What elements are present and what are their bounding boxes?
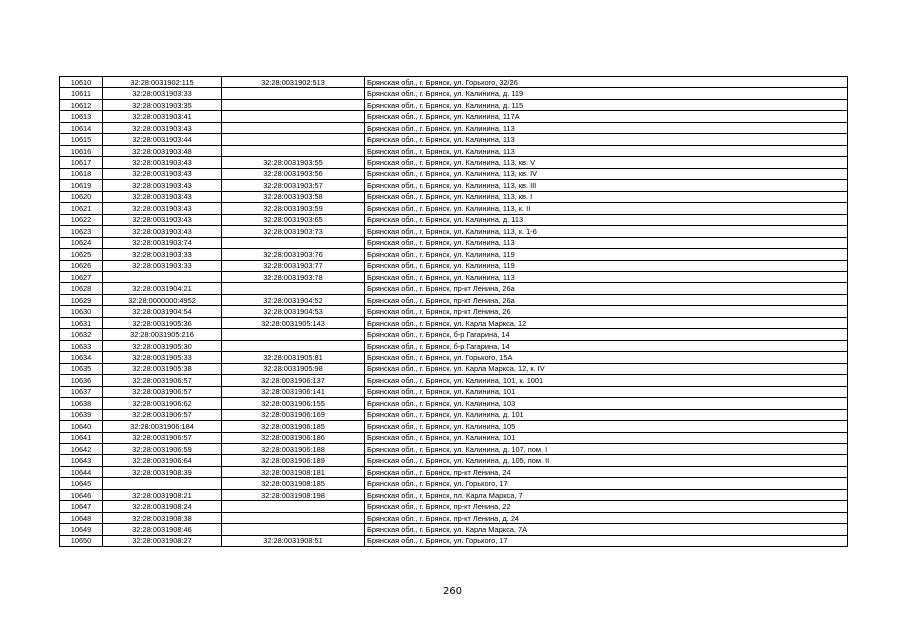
table-row [60,352,848,363]
address-cell: Брянская обл., г. Брянск, ул. Калинина, 103 [365,398,848,409]
object-cadastral-cell: 32:28:0031905:98 [222,363,365,374]
object-cadastral-cell: 32:28:0031908:51 [222,535,365,546]
table-row [60,249,848,260]
address-cell: Брянская обл., г. Брянск, ул. Калинина, д. 107, пом. I [365,444,848,455]
object-cadastral-cell: 32:28:0031904:53 [222,306,365,317]
table-row [60,226,848,237]
table-row [60,386,848,397]
address-cell: Брянская обл., г. Брянск, ул. Горького, 17 [365,478,848,489]
object-cadastral-cell: 32:28:0031903:73 [222,226,365,237]
row-number-cell: 10625 [60,249,103,260]
parcel-cadastral-cell: 32:28:0031903:43 [103,214,222,225]
table-row [60,375,848,386]
object-cadastral-cell: 32:28:0031906:141 [222,386,365,397]
address-cell: Брянская обл., г. Брянск, пр-кт Ленина, 26 [365,306,848,317]
parcel-cadastral-cell: 32:28:0031903:43 [103,157,222,168]
table-row [60,501,848,512]
row-number-cell: 10623 [60,226,103,237]
address-cell: Брянская обл., г. Брянск, ул. Калинина, 105 [365,421,848,432]
row-number-cell: 10634 [60,352,103,363]
object-cadastral-cell [222,122,365,133]
row-number-cell: 10638 [60,398,103,409]
object-cadastral-cell: 32:28:0031903:78 [222,271,365,282]
object-cadastral-cell [222,99,365,110]
parcel-cadastral-cell [103,271,222,282]
row-number-cell: 10646 [60,489,103,500]
object-cadastral-cell: 32:28:0031908:181 [222,466,365,477]
parcel-cadastral-cell: 32:28:0031906:57 [103,432,222,443]
table-row [60,214,848,225]
address-cell: Брянская обл., г. Брянск, ул. Калинина, 101, к. 1001 [365,375,848,386]
row-number-cell: 10615 [60,134,103,145]
table-row [60,134,848,145]
address-cell: Брянская обл., г. Брянск, ул. Калинина, д. 119 [365,88,848,99]
address-cell: Брянская обл., г. Брянск, ул. Калинина, 101 [365,386,848,397]
table-row [60,260,848,271]
object-cadastral-cell: 32:28:0031905:143 [222,317,365,328]
row-number-cell: 10642 [60,444,103,455]
parcel-cadastral-cell: 32:28:0031904:54 [103,306,222,317]
table-row [60,524,848,535]
parcel-cadastral-cell: 32:28:0031903:48 [103,145,222,156]
table-row [60,180,848,191]
address-cell: Брянская обл., г. Брянск, б-р Гагарина, 14 [365,329,848,340]
object-cadastral-cell: 32:28:0031903:56 [222,168,365,179]
object-cadastral-cell [222,134,365,145]
parcel-cadastral-cell: 32:28:0031902:115 [103,77,222,88]
parcel-cadastral-cell: 32:28:0031903:35 [103,99,222,110]
table-row [60,363,848,374]
table-row [60,237,848,248]
address-cell: Брянская обл., г. Брянск, ул. Карла Маркса, 12, к. IV [365,363,848,374]
table-row [60,489,848,500]
row-number-cell: 10649 [60,524,103,535]
object-cadastral-cell: 32:28:0031905:81 [222,352,365,363]
row-number-cell: 10616 [60,145,103,156]
parcel-cadastral-cell: 32:28:0031905:33 [103,352,222,363]
table-row [60,444,848,455]
parcel-cadastral-cell: 32:28:0031908:27 [103,535,222,546]
parcel-cadastral-cell [103,478,222,489]
row-number-cell: 10613 [60,111,103,122]
address-cell: Брянская обл., г. Брянск, пр-кт Ленина, д. 24 [365,512,848,523]
row-number-cell: 10620 [60,191,103,202]
object-cadastral-cell: 32:28:0031908:198 [222,489,365,500]
table-row [60,535,848,546]
object-cadastral-cell [222,283,365,294]
parcel-cadastral-cell: 32:28:0031903:43 [103,203,222,214]
parcel-cadastral-cell: 32:28:0031906:64 [103,455,222,466]
row-number-cell: 10650 [60,535,103,546]
object-cadastral-cell: 32:28:0031906:189 [222,455,365,466]
row-number-cell: 10637 [60,386,103,397]
row-number-cell: 10647 [60,501,103,512]
object-cadastral-cell: 32:28:0031902:513 [222,77,365,88]
row-number-cell: 10622 [60,214,103,225]
address-cell: Брянская обл., г. Брянск, пр-кт Ленина, 24 [365,466,848,477]
address-cell: Брянская обл., г. Брянск, пр-кт Ленина, 26а [365,283,848,294]
address-cell: Брянская обл., г. Брянск, ул. Карла Маркса, 12 [365,317,848,328]
parcel-cadastral-cell: 32:28:0031903:44 [103,134,222,145]
address-cell: Брянская обл., г. Брянск, ул. Калинина, 113 [365,122,848,133]
row-number-cell: 10641 [60,432,103,443]
object-cadastral-cell: 32:28:0031903:59 [222,203,365,214]
parcel-cadastral-cell: 32:28:0031903:33 [103,260,222,271]
parcel-cadastral-cell: 32:28:0031906:62 [103,398,222,409]
registry-table-body [60,77,848,547]
parcel-cadastral-cell: 32:28:0031905:216 [103,329,222,340]
address-cell: Брянская обл., г. Брянск, ул. Горького, 17 [365,535,848,546]
table-row [60,340,848,351]
address-cell: Брянская обл., г. Брянск, ул. Калинина, 113, кв. I [365,191,848,202]
object-cadastral-cell: 32:28:0031906:169 [222,409,365,420]
row-number-cell: 10639 [60,409,103,420]
parcel-cadastral-cell: 32:28:0031903:33 [103,249,222,260]
table-row [60,203,848,214]
table-row [60,432,848,443]
parcel-cadastral-cell: 32:28:0031908:21 [103,489,222,500]
object-cadastral-cell: 32:28:0031906:185 [222,421,365,432]
table-row [60,455,848,466]
row-number-cell: 10633 [60,340,103,351]
table-row [60,111,848,122]
row-number-cell: 10643 [60,455,103,466]
row-number-cell: 10628 [60,283,103,294]
table-row [60,317,848,328]
object-cadastral-cell [222,111,365,122]
object-cadastral-cell: 32:28:0031903:76 [222,249,365,260]
parcel-cadastral-cell: 32:28:0031908:46 [103,524,222,535]
row-number-cell: 10614 [60,122,103,133]
object-cadastral-cell: 32:28:0031903:65 [222,214,365,225]
object-cadastral-cell: 32:28:0031903:57 [222,180,365,191]
row-number-cell: 10632 [60,329,103,340]
address-cell: Брянская обл., г. Брянск, ул. Калинина, 113, кв. III [365,180,848,191]
table-row [60,409,848,420]
address-cell: Брянская обл., г. Брянск, ул. Калинина, д. 113 [365,214,848,225]
object-cadastral-cell: 32:28:0031906:155 [222,398,365,409]
object-cadastral-cell [222,329,365,340]
address-cell: Брянская обл., г. Брянск, ул. Калинина, 113 [365,237,848,248]
address-cell: Брянская обл., г. Брянск, ул. Калинина, 113 [365,271,848,282]
table-row [60,77,848,88]
address-cell: Брянская обл., г. Брянск, пл. Карла Маркса, 7 [365,489,848,500]
row-number-cell: 10612 [60,99,103,110]
row-number-cell: 10630 [60,306,103,317]
table-row [60,421,848,432]
address-cell: Брянская обл., г. Брянск, ул. Калинина, 113, к. 1-6 [365,226,848,237]
address-cell: Брянская обл., г. Брянск, ул. Горького, 15А [365,352,848,363]
address-cell: Брянская обл., г. Брянск, б-р Гагарина, 14 [365,340,848,351]
parcel-cadastral-cell: 32:28:0031906:57 [103,386,222,397]
address-cell: Брянская обл., г. Брянск, ул. Калинина, 101 [365,432,848,443]
row-number-cell: 10610 [60,77,103,88]
parcel-cadastral-cell: 32:28:0031903:43 [103,122,222,133]
parcel-cadastral-cell: 32:28:0031903:74 [103,237,222,248]
address-cell: Брянская обл., г. Брянск, ул. Калинина, 113 [365,134,848,145]
parcel-cadastral-cell: 32:28:0031905:38 [103,363,222,374]
object-cadastral-cell: 32:28:0031903:77 [222,260,365,271]
table-row [60,512,848,523]
address-cell: Брянская обл., г. Брянск, ул. Горького, 32/26 [365,77,848,88]
page-number: 260 [442,586,463,597]
address-cell: Брянская обл., г. Брянск, ул. Калинина, д. 101 [365,409,848,420]
address-cell: Брянская обл., г. Брянск, ул. Калинина, 113, к. II [365,203,848,214]
row-number-cell: 10611 [60,88,103,99]
table-row [60,398,848,409]
table-row [60,283,848,294]
parcel-cadastral-cell: 32:28:0031903:43 [103,191,222,202]
row-number-cell: 10636 [60,375,103,386]
object-cadastral-cell [222,145,365,156]
parcel-cadastral-cell: 32:28:0031905:36 [103,317,222,328]
table-row [60,168,848,179]
row-number-cell: 10626 [60,260,103,271]
row-number-cell: 10645 [60,478,103,489]
table-row [60,88,848,99]
address-cell: Брянская обл., г. Брянск, пр-кт Ленина, 22 [365,501,848,512]
parcel-cadastral-cell: 32:28:0031908:38 [103,512,222,523]
parcel-cadastral-cell: 32:28:0031903:33 [103,88,222,99]
object-cadastral-cell: 32:28:0031903:55 [222,157,365,168]
row-number-cell: 10627 [60,271,103,282]
row-number-cell: 10619 [60,180,103,191]
parcel-cadastral-cell: 32:28:0031906:57 [103,375,222,386]
parcel-cadastral-cell: 32:28:0000000:4952 [103,294,222,305]
address-cell: Брянская обл., г. Брянск, ул. Калинина, 119 [365,260,848,271]
address-cell: Брянская обл., г. Брянск, ул. Калинина, 117А [365,111,848,122]
object-cadastral-cell [222,524,365,535]
address-cell: Брянская обл., г. Брянск, пр-кт Ленина, 26а [365,294,848,305]
object-cadastral-cell [222,237,365,248]
parcel-cadastral-cell: 32:28:0031906:184 [103,421,222,432]
parcel-cadastral-cell: 32:28:0031903:41 [103,111,222,122]
object-cadastral-cell: 32:28:0031904:52 [222,294,365,305]
parcel-cadastral-cell: 32:28:0031908:39 [103,466,222,477]
row-number-cell: 10629 [60,294,103,305]
object-cadastral-cell [222,88,365,99]
parcel-cadastral-cell: 32:28:0031903:43 [103,180,222,191]
parcel-cadastral-cell: 32:28:0031904:21 [103,283,222,294]
address-cell: Брянская обл., г. Брянск, ул. Калинина, д. 115 [365,99,848,110]
parcel-cadastral-cell: 32:28:0031908:24 [103,501,222,512]
address-cell: Брянская обл., г. Брянск, ул. Калинина, 119 [365,249,848,260]
row-number-cell: 10640 [60,421,103,432]
table-row [60,271,848,282]
address-cell: Брянская обл., г. Брянск, ул. Калинина, 113, кв. V [365,157,848,168]
parcel-cadastral-cell: 32:28:0031903:43 [103,226,222,237]
address-cell: Брянская обл., г. Брянск, ул. Калинина, 113, кв. IV [365,168,848,179]
object-cadastral-cell: 32:28:0031906:137 [222,375,365,386]
table-row [60,478,848,489]
parcel-cadastral-cell: 32:28:0031905:30 [103,340,222,351]
table-row [60,145,848,156]
table-row [60,122,848,133]
registry-table [59,76,848,547]
row-number-cell: 10617 [60,157,103,168]
table-row [60,294,848,305]
object-cadastral-cell [222,501,365,512]
object-cadastral-cell: 32:28:0031903:58 [222,191,365,202]
table-row [60,191,848,202]
object-cadastral-cell: 32:28:0031906:188 [222,444,365,455]
row-number-cell: 10648 [60,512,103,523]
parcel-cadastral-cell: 32:28:0031906:59 [103,444,222,455]
object-cadastral-cell: 32:28:0031906:186 [222,432,365,443]
address-cell: Брянская обл., г. Брянск, ул. Калинина, д. 105, пом. II [365,455,848,466]
row-number-cell: 10621 [60,203,103,214]
address-cell: Брянская обл., г. Брянск, ул. Карла Маркса, 7А [365,524,848,535]
address-cell: Брянская обл., г. Брянск, ул. Калинина, 113 [365,145,848,156]
parcel-cadastral-cell: 32:28:0031906:57 [103,409,222,420]
table-row [60,306,848,317]
row-number-cell: 10635 [60,363,103,374]
object-cadastral-cell [222,340,365,351]
object-cadastral-cell: 32:28:0031908:185 [222,478,365,489]
table-row [60,329,848,340]
table-row [60,466,848,477]
object-cadastral-cell [222,512,365,523]
table-row [60,99,848,110]
parcel-cadastral-cell: 32:28:0031903:43 [103,168,222,179]
row-number-cell: 10618 [60,168,103,179]
row-number-cell: 10644 [60,466,103,477]
row-number-cell: 10624 [60,237,103,248]
row-number-cell: 10631 [60,317,103,328]
table-row [60,157,848,168]
